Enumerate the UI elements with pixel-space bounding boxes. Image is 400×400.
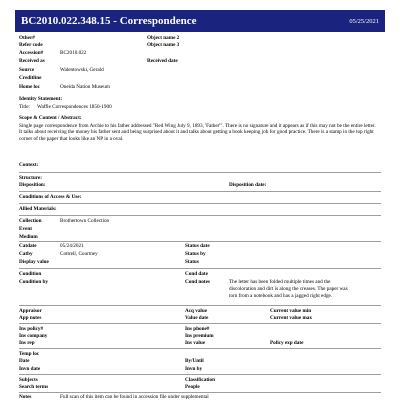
cond-notes-line-3: torn from a notebook and has a jagged right edge. — [229, 293, 333, 299]
scope-content-label: Scope & Content / Abstract: — [19, 115, 82, 121]
section-divider — [19, 203, 381, 204]
object-name-2-label: Object name 2 — [147, 35, 180, 41]
medium-label: Medium — [19, 234, 38, 240]
date-label: Date — [19, 358, 30, 364]
accession-value: BC2010.022 — [60, 50, 87, 56]
people-label: People — [185, 384, 200, 390]
section-divider — [19, 374, 381, 375]
allied-materials-label: Allied Materials: — [19, 206, 57, 212]
temp-loc-label: Temp loc — [19, 351, 40, 357]
disposition-label: Disposition: — [19, 182, 46, 188]
display-value-label: Display value — [19, 259, 49, 265]
acq-value-label: Acq value — [185, 308, 208, 314]
received-date-label: Received date — [147, 58, 178, 64]
refer-code-label: Refer code — [19, 42, 43, 48]
section-divider — [19, 241, 381, 242]
received-as-label: Received as — [19, 58, 45, 64]
current-value-max-label: Current value max — [270, 315, 312, 321]
ins-phone-label: Ins phone# — [185, 326, 210, 332]
cond-notes-line-1: The letter has been folded multiple times and the — [229, 279, 331, 285]
catdate-label: Catdate — [19, 243, 37, 249]
subjects-label: Subjects — [19, 377, 38, 383]
status-label: Status — [185, 259, 199, 265]
title-value: Waffle Correspondences 1850-1900 — [37, 104, 112, 110]
source-label: Source — [19, 67, 35, 73]
notes-label: Notes — [19, 394, 32, 400]
status-date-label: Status date — [185, 243, 210, 249]
policy-exp-date-label: Policy exp date — [270, 340, 304, 346]
invn-date-label: Invn date — [19, 366, 41, 372]
record-date: 05/25/2021 — [349, 17, 379, 25]
home-location-value: Oneida Nation Museum — [60, 84, 110, 90]
catby-label: Catby — [19, 251, 33, 257]
current-value-min-label: Current value min — [270, 308, 312, 314]
collection-label: Collection — [19, 218, 42, 224]
section-divider — [19, 215, 381, 216]
record-header — [15, 10, 385, 32]
object-name-3-label: Object name 3 — [147, 42, 180, 48]
section-divider — [19, 305, 381, 306]
section-divider — [19, 191, 381, 192]
record-title: BC2010.022.348.15 - Correspondence — [21, 15, 197, 27]
search-terms-label: Search terms — [19, 384, 49, 390]
title-label: Title: — [19, 104, 31, 110]
other-number-label: Other# — [19, 35, 35, 41]
app-notes-label: App notes — [19, 315, 42, 321]
catdate-value: 05/24/2021 — [60, 243, 84, 249]
ins-value-label: Ins value — [185, 340, 206, 346]
condition-label: Condition — [19, 271, 42, 277]
ins-rep-label: Ins rep — [19, 340, 35, 346]
notes-text: Full scan of this item can be found in accession file under supplemental — [60, 394, 209, 400]
source-value: Walentowski, Gerald — [60, 67, 104, 73]
appraisor-label: Appraisor — [19, 308, 42, 314]
cond-notes-line-2: discoloration and dirt is along the creases. The paper was — [229, 286, 348, 292]
cond-notes-label: Cond notes — [185, 279, 210, 285]
context-label: Context: — [19, 162, 39, 168]
ins-premium-label: Ins premium — [185, 333, 214, 339]
catby-value: Cottrell, Courtney — [60, 251, 98, 257]
event-label: Event — [19, 226, 32, 232]
disposition-date-label: Disposition date: — [229, 182, 267, 188]
conditions-access-label: Conditions of Access & Use: — [19, 194, 82, 200]
collection-value: Brothertown Collection — [60, 218, 110, 224]
value-date-label: Value date — [185, 315, 209, 321]
creditline-label: Creditline — [19, 75, 42, 81]
section-divider — [19, 172, 381, 173]
classification-label: Classification — [185, 377, 215, 383]
section-divider — [19, 392, 381, 393]
status-by-label: Status by — [185, 251, 206, 257]
accession-label: Accession# — [19, 50, 44, 56]
invn-by-label: Invn by — [185, 366, 203, 372]
home-location-label: Home loc — [19, 84, 40, 90]
ins-policy-label: Ins policy# — [19, 326, 44, 332]
ins-company-label: Ins company — [19, 333, 48, 339]
identity-statement-label: Identity Statement: — [19, 96, 63, 102]
by-until-label: By/Until — [185, 358, 204, 364]
structure-label: Structure: — [19, 175, 42, 181]
scope-content-text: Single page correspondence from Archie to his father addressed "Red Wing July 9, 1893, 'Father'". There is no signature and it appears as if this may not be the entire letter. It talks about receiving the money his father sent and being surprised about it and talks about getting a book keeping job for good practice. There is a stamp in the top right corner of the paper that looks like an NP in a oval. — [19, 123, 376, 142]
section-divider — [19, 323, 381, 324]
section-divider — [19, 348, 381, 349]
condition-by-label: Condition by — [19, 279, 48, 285]
cond-date-label: Cond date — [185, 271, 208, 277]
section-divider — [19, 268, 381, 269]
